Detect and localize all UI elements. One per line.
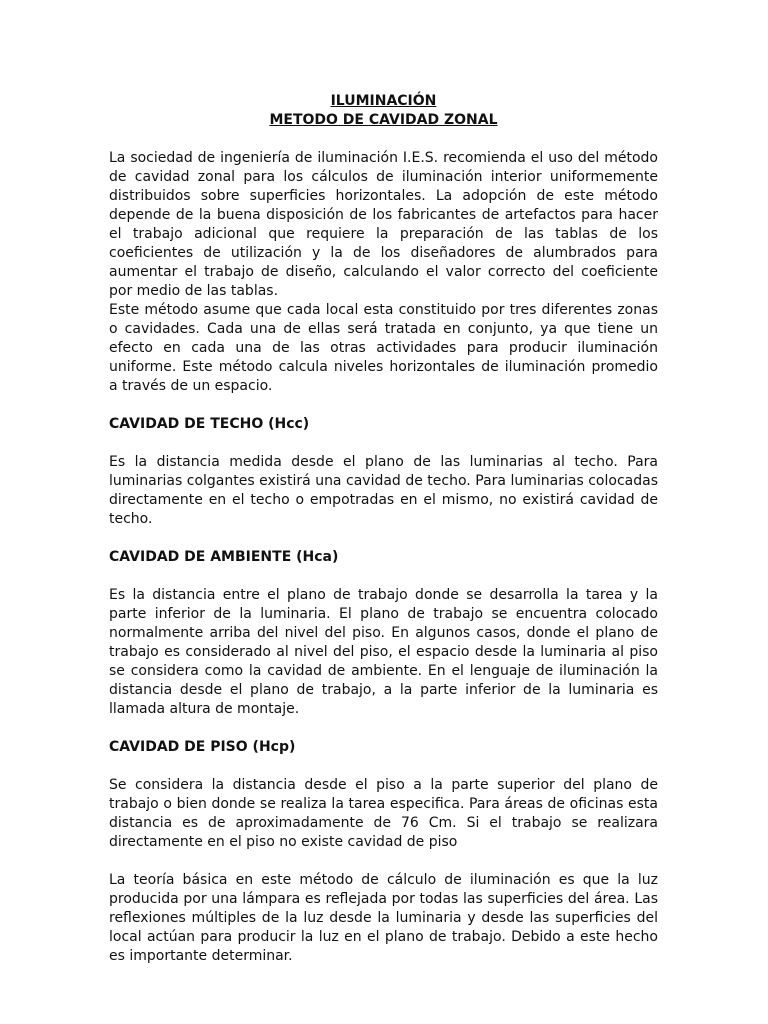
- spacer: [109, 434, 658, 453]
- spacer: [109, 757, 658, 776]
- section-heading-piso: CAVIDAD DE PISO (Hcp): [109, 739, 296, 755]
- document-page: [109, 92, 658, 966]
- spacer: [109, 567, 658, 586]
- spacer: [109, 719, 658, 738]
- document-title: ILUMINACIÓN: [330, 93, 437, 109]
- section-body-ambiente: Es la distancia entre el plano de trabajo donde se desarrolla la tarea y la parte inferior de la luminaria. El plano de trabajo se encuentra colocado normalmente arriba del nivel del piso. En algunos casos, donde el plano de trabajo es considerado al nivel del piso, el espacio desde la luminaria al piso se considera como la cavidad de ambiente. En el lenguaje de iluminación la distancia desde el plano de trabajo, a la parte inferior de la luminaria es llamada altura de montaje.: [109, 587, 658, 717]
- section-body-techo: Es la distancia medida desde el plano de las luminarias al techo. Para luminarias colgantes existirá una cavidad de techo. Para luminarias colocadas directamente en el techo o empotradas en el mismo, no existirá cavidad de techo.: [109, 454, 658, 527]
- document-subtitle: METODO DE CAVIDAD ZONAL: [269, 112, 498, 128]
- section-body-piso: Se considera la distancia desde el piso a la parte superior del plano de trabajo o bien donde se realiza la tarea especifica. Para áreas de oficinas esta distancia es de aproximadamente de 76 Cm. Si el trabajo se realizara directamente en el piso no existe cavidad de piso: [109, 777, 658, 850]
- spacer: [109, 852, 658, 871]
- section-heading-ambiente: CAVIDAD DE AMBIENTE (Hca): [109, 549, 339, 565]
- intro-paragraph-1: La sociedad de ingeniería de iluminación I.E.S. recomienda el uso del método de cavidad zonal para los cálculos de iluminación interior uniformemente distribuidos sobre superficies horizontales. La adopción de este método depende de la buena disposición de los fabricantes de artefactos para hacer el trabajo adicional que requiere la preparación de las tablas de los coeficientes de utilización y la de los diseñadores de alumbrados para aumentar el trabajo de diseño, calculando el valor correcto del coeficiente por medio de las tablas.: [109, 150, 658, 299]
- spacer: [109, 396, 658, 415]
- section-heading-techo: CAVIDAD DE TECHO (Hcc): [109, 416, 310, 432]
- closing-paragraph: La teoría básica en este método de cálculo de iluminación es que la luz producida por una lámpara es reflejada por todas las superficies del área. Las reflexiones múltiples de la luz desde la luminaria y desde las superficies del local actúan para producir la luz en el plano de trabajo. Debido a este hecho es importante determinar.: [109, 872, 658, 964]
- intro-paragraph-2: Este método asume que cada local esta constituido por tres diferentes zonas o cavidades. Cada una de ellas será tratada en conjunto, ya que tiene un efecto en cada una de las otras actividades para producir iluminación uniforme. Este método calcula niveles horizontales de iluminación promedio a través de un espacio.: [109, 302, 658, 394]
- spacer: [109, 529, 658, 548]
- spacer: [109, 130, 658, 149]
